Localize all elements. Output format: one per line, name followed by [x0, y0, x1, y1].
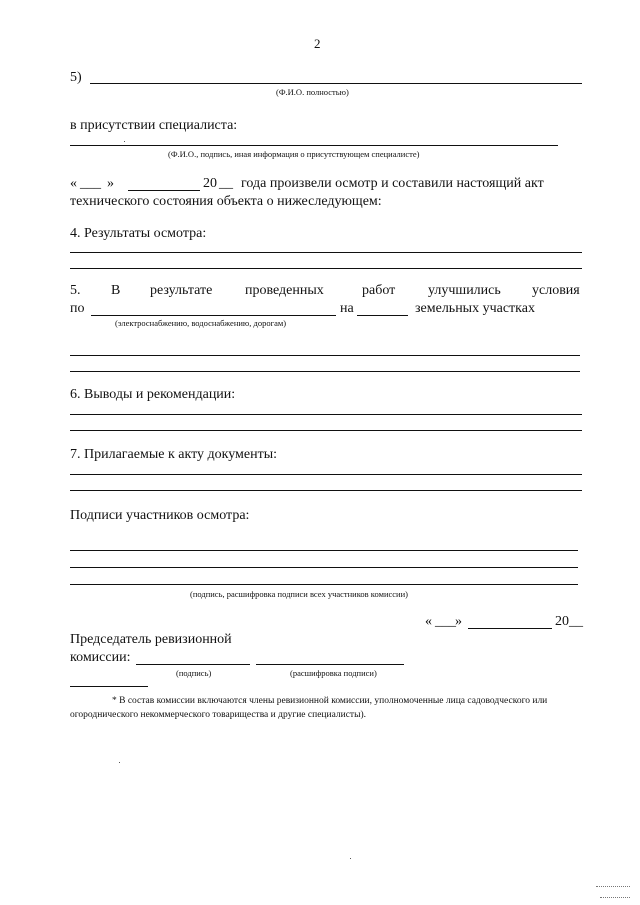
- signatures-line-3[interactable]: [70, 584, 578, 585]
- date-day-blank[interactable]: ___: [80, 176, 101, 191]
- scan-edge-mark: [600, 897, 630, 898]
- bottom-date-quote-open: «: [425, 614, 432, 629]
- section5-number: 5.: [70, 283, 81, 298]
- signatures-caption: (подпись, расшифровка подписи всех участников комиссии): [190, 589, 408, 599]
- footnote-separator: [70, 686, 148, 687]
- section5-line-2[interactable]: [70, 371, 580, 372]
- date-statement-text: года произвели осмотр и составили настоящий акт: [241, 176, 544, 191]
- section5-na: на: [340, 301, 354, 316]
- date-quote-close: »: [107, 176, 114, 191]
- section7-line-2[interactable]: [70, 490, 582, 491]
- date-statement-text-line2: технического состояния объекта о нижеследующем:: [70, 194, 382, 209]
- section4-line-1[interactable]: [70, 252, 582, 253]
- chairman-title-line2: комиссии:: [70, 650, 131, 665]
- scan-speck: [350, 858, 351, 859]
- section5-word-works-done: проведенных: [245, 283, 324, 298]
- fio-full-caption: (Ф.И.О. полностью): [276, 87, 349, 97]
- chairman-signature-line[interactable]: [136, 664, 250, 665]
- scan-speck: [119, 762, 120, 763]
- fio-full-line[interactable]: [90, 83, 582, 84]
- chairman-decoding-line[interactable]: [256, 664, 404, 665]
- section5-word-improved: улучшились: [428, 283, 501, 298]
- section5-line-1[interactable]: [70, 355, 580, 356]
- section5-po: по: [70, 301, 85, 316]
- signatures-line-1[interactable]: [70, 550, 578, 551]
- chairman-decoding-caption: (расшифровка подписи): [290, 668, 377, 678]
- signatures-line-2[interactable]: [70, 567, 578, 568]
- specialist-line[interactable]: [70, 145, 558, 146]
- date-year-prefix: 20: [203, 176, 217, 191]
- bottom-date-year[interactable]: 20__: [555, 614, 583, 629]
- bottom-date-month-line[interactable]: [468, 628, 552, 629]
- section6-line-1[interactable]: [70, 414, 582, 415]
- section5-word-v: В: [111, 283, 121, 298]
- section5-caption: (электроснабжению, водоснабжению, дорогам): [115, 318, 287, 328]
- section4-title: 4. Результаты осмотра:: [70, 226, 207, 241]
- section5-word-works: работ: [362, 283, 396, 298]
- specialist-caption: (Ф.И.О., подпись, иная информация о присутствующем специалисте): [168, 149, 420, 159]
- bottom-date-day-blank[interactable]: ___: [435, 614, 456, 629]
- section6-title: 6. Выводы и рекомендации:: [70, 387, 236, 402]
- section5-word-conditions: условия: [532, 283, 580, 298]
- date-month-line[interactable]: [128, 190, 200, 191]
- item5-label: 5): [70, 70, 82, 85]
- section7-title: 7. Прилагаемые к акту документы:: [70, 447, 278, 462]
- section6-line-2[interactable]: [70, 430, 582, 431]
- section5-word-result: результате: [150, 283, 213, 298]
- date-year-blank[interactable]: __: [219, 176, 233, 191]
- signatures-title: Подписи участников осмотра:: [70, 508, 250, 523]
- section5-plots: земельных участках: [415, 301, 535, 316]
- section5-count-line[interactable]: [357, 315, 408, 316]
- section4-line-2[interactable]: [70, 268, 582, 269]
- scan-edge-mark: [596, 886, 630, 887]
- footnote-text: * В состав комиссии включаются члены ревизионной комиссии, уполномоченные лица садоводческого или огороднического некоммерческого товарищества и другие специалисты).: [70, 696, 548, 720]
- chairman-signature-caption: (подпись): [176, 668, 212, 678]
- section7-line-1[interactable]: [70, 474, 582, 475]
- bottom-date-quote-close: »: [455, 614, 462, 629]
- section5-utility-line[interactable]: [91, 315, 336, 316]
- chairman-title-line1: Председатель ревизионной: [70, 632, 232, 647]
- page-number: 2: [314, 36, 321, 51]
- specialist-label: в присутствии специалиста:: [70, 118, 238, 133]
- scan-speck: [124, 141, 125, 142]
- date-quote-open: «: [70, 176, 77, 191]
